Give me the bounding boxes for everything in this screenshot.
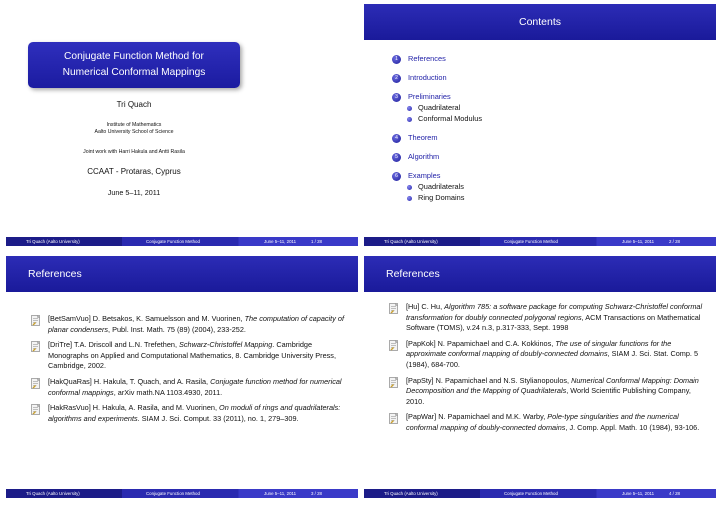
article-icon (388, 377, 400, 388)
reference-authors: H. Hakula, A. Rasila, and M. Vuorinen, (92, 403, 218, 413)
footer-author: Tri Quach (Aalto University) (384, 491, 438, 496)
article-icon (388, 413, 400, 424)
bullet-ball-icon (407, 106, 412, 111)
section-number-badge: 5 (392, 153, 401, 162)
toc-subsection[interactable] (392, 182, 692, 192)
frame-title: References (6, 256, 358, 292)
footer-date: June 5–11, 2011 (264, 491, 297, 496)
footer-author: Tri Quach (Aalto University) (26, 239, 80, 244)
footer-title: Conjugate Function Method (504, 491, 558, 496)
presentation-title-line1: Conjugate Function Method for (64, 51, 204, 62)
article-icon (30, 404, 42, 415)
reference-authors: N. Papamichael and M.K. Warby, (438, 412, 546, 422)
reference-title: On moduli of rings and quadrilaterals: algorithms and experiments (48, 403, 341, 423)
toc-subsection-label: Quadrilaterals (418, 182, 465, 191)
slide-references-1 (6, 256, 358, 508)
section-number-badge: 2 (392, 74, 401, 83)
reference-key: [Hu] (406, 302, 420, 311)
toc-section[interactable] (392, 133, 692, 143)
reference-entry (388, 412, 704, 433)
footer-title: Conjugate Function Method (504, 239, 558, 244)
reference-title: Algorithm 785: a software package for computing Schwarz-Christoffel conformal transformation for doubly connected polygonal regions (406, 302, 703, 322)
reference-pub: , Publ. Inst. Math. 75 (89) (2004), 233-252. (108, 324, 246, 334)
toc-subsection-label: Ring Domains (418, 193, 465, 202)
section-number-badge: 1 (392, 55, 401, 64)
slide-references-2 (364, 256, 716, 508)
toc-subsection[interactable] (392, 103, 692, 113)
reference-entry (30, 340, 346, 372)
reference-entry (30, 377, 346, 398)
reference-entry (30, 314, 346, 335)
toc-section-label: Examples (408, 171, 441, 180)
reference-pub: , J. Comp. Appl. Math. 10 (1984), 93-106. (565, 422, 700, 432)
footer-date: June 5–11, 2011 (264, 239, 297, 244)
footer-page: 1 / 28 (311, 239, 322, 244)
reference-key: [DriTre] (48, 340, 73, 350)
reference-key: [BetSamVuo] (48, 314, 91, 323)
toc-section[interactable] (392, 152, 692, 162)
toc-section-label: References (408, 54, 446, 63)
footline (6, 489, 358, 498)
toc-subsection-label: Quadrilateral (418, 103, 461, 112)
reference-list (30, 314, 346, 429)
article-icon (388, 303, 400, 314)
reference-pub: , ACM Transactions on Mathematical Software (TOMS), v.24 n.3, p.317-333, Sept. 1998 (406, 312, 701, 333)
toc-section-label: Algorithm (408, 152, 440, 161)
toc-section[interactable] (392, 54, 692, 64)
reference-entry (388, 302, 704, 334)
reference-authors: N. Papamichael and C.A. Kokkinos, (437, 338, 554, 348)
toc-section[interactable] (392, 92, 692, 102)
slide-contents (364, 4, 716, 256)
footer-page: 3 / 28 (311, 491, 322, 496)
reference-key: [PapSty] (406, 375, 434, 385)
reference-title: The use of singular functions for the approximate conformal mapping of doubly-connected domains (406, 338, 672, 359)
toc-section[interactable] (392, 73, 692, 83)
toc-section[interactable] (392, 171, 692, 181)
table-of-contents (392, 54, 692, 203)
presentation-title-line2: Numerical Conformal Mappings (62, 67, 206, 78)
footer-title: Conjugate Function Method (146, 239, 200, 244)
toc-subsection-label: Conformal Modulus (418, 114, 483, 123)
footer-author: Tri Quach (Aalto University) (26, 491, 80, 496)
footer-title: Conjugate Function Method (146, 491, 200, 496)
institute-line1: Institute of Mathematics (106, 122, 162, 128)
reference-authors: C. Hu, (421, 302, 443, 311)
reference-entry (30, 403, 346, 424)
footer-page: 4 / 28 (669, 491, 680, 496)
bullet-ball-icon (407, 117, 412, 122)
frame-title: References (364, 256, 716, 292)
presentation-date: June 5–11, 2011 (107, 188, 161, 197)
frame-title: Contents (364, 4, 716, 40)
reference-pub: . SIAM J. Sci. Comput. 33 (2011), no. 1, 279–309. (137, 413, 299, 423)
toc-section-label: Preliminaries (408, 92, 451, 101)
section-number-badge: 6 (392, 172, 401, 181)
section-number-badge: 3 (392, 93, 401, 102)
footer-date: June 5–11, 2011 (622, 239, 655, 244)
reference-title: Pole-type singularities and the numerical conformal mapping of doubly-connected domains (406, 412, 679, 432)
toc-subsection[interactable] (392, 114, 692, 124)
footer-page: 2 / 28 (669, 239, 680, 244)
reference-title: Conjugate function method for numerical conformal mappings (48, 376, 342, 397)
reference-entry (388, 339, 704, 371)
reference-pub: . Cambridge Monographs on Applied and Computational Mathematics, 8. Cambridge University Press, Cambridge, 2002. (48, 340, 336, 371)
reference-entry (388, 376, 704, 408)
joint-work: Joint work with Harri Hakula and Antti Rasila (83, 149, 185, 155)
article-icon (30, 315, 42, 326)
reference-title: Schwarz-Christoffel Mapping (179, 340, 273, 350)
toc-section-label: Theorem (408, 133, 438, 142)
slide-title (6, 4, 358, 256)
footline (364, 489, 716, 498)
footline (364, 237, 716, 246)
footline (6, 237, 358, 246)
bullet-ball-icon (407, 185, 412, 190)
footer-date: June 5–11, 2011 (622, 491, 655, 496)
author-name: Tri Quach (116, 100, 152, 109)
bullet-ball-icon (407, 196, 412, 201)
reference-pub: , World Scientific Publishing Company, 2010. (406, 386, 691, 406)
reference-authors: N. Papamichael and N.S. Stylianopoulos, (435, 375, 570, 385)
presentation-title-box (28, 42, 240, 88)
reference-key: [PapKok] (406, 338, 436, 348)
institute-line2: Aalto University School of Science (94, 129, 174, 135)
conference: CCAAT - Protaras, Cyprus (87, 167, 181, 176)
footer-author: Tri Quach (Aalto University) (384, 239, 438, 244)
reference-title: Numerical Conformal Mapping: Domain Decomposition and the Mapping of Quadrilaterals (406, 375, 699, 396)
reference-list (388, 302, 704, 439)
article-icon (30, 341, 42, 352)
reference-pub: , SIAM J. Sci. Stat. Comp. 5 (1984), 684-700. (406, 349, 699, 369)
reference-key: [HakRasVuo] (48, 403, 91, 413)
reference-key: [PapWar] (406, 412, 437, 422)
article-icon (388, 340, 400, 351)
toc-subsection[interactable] (392, 193, 692, 203)
reference-authors: T.A. Driscoll and L.N. Trefethen, (73, 340, 177, 350)
section-number-badge: 4 (392, 134, 401, 143)
toc-section-label: Introduction (408, 73, 447, 82)
reference-authors: D. Betsakos, K. Samuelsson and M. Vuorinen, (92, 314, 243, 323)
article-icon (30, 378, 42, 389)
reference-authors: H. Hakula, T. Quach, and A. Rasila, (93, 376, 209, 386)
reference-title: The computation of capacity of planar condensers (48, 314, 344, 334)
reference-key: [HakQuaRas] (48, 376, 92, 386)
reference-pub: , arXiv math.NA 1103.4930, 2011. (113, 387, 223, 397)
